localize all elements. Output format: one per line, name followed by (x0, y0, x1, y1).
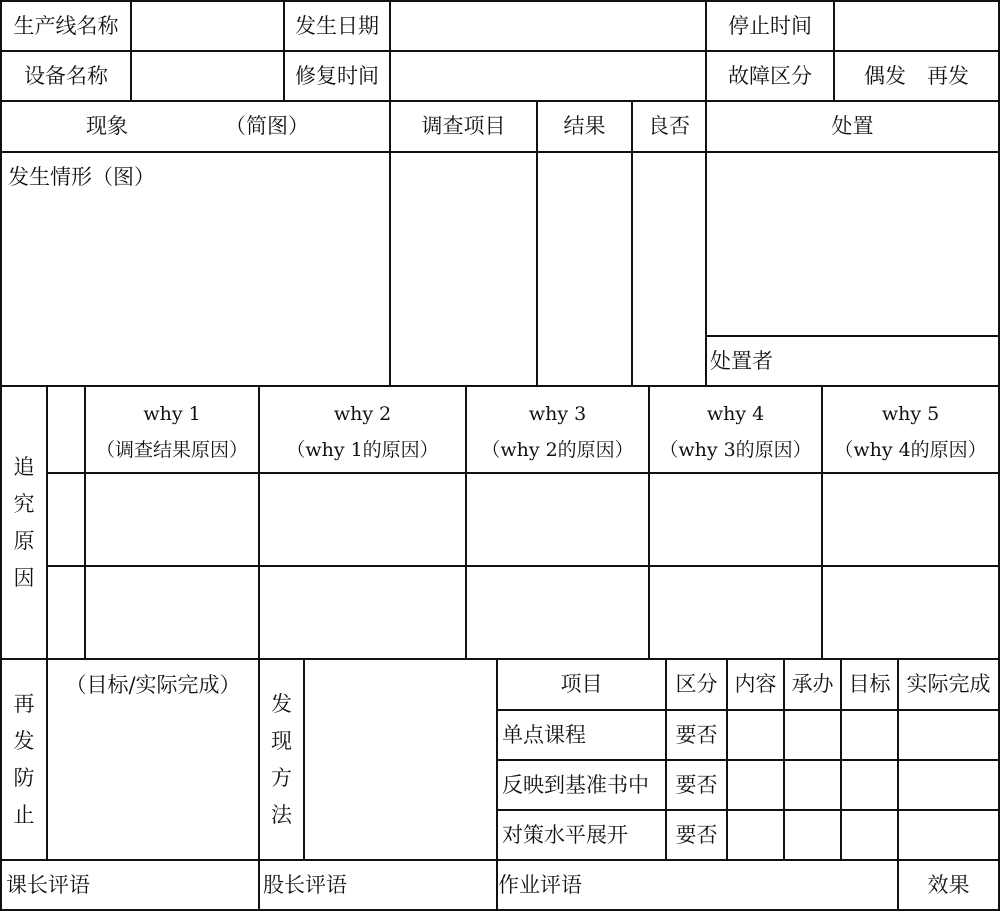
result-label: 结果 (563, 114, 606, 138)
why-4-answer-row-2[interactable] (650, 567, 821, 658)
result-field[interactable] (538, 153, 631, 385)
why-subtitle: （why 1的原因） (286, 439, 439, 461)
category-options[interactable]: 偶发 再发 (864, 63, 969, 88)
why-1-answer-row-1[interactable] (86, 474, 258, 565)
col-item-header: 项目 (560, 672, 603, 696)
col-owner-header: 承办 (791, 672, 834, 696)
method-char: 现 (271, 728, 292, 753)
why-5-answer-row-2[interactable] (823, 567, 998, 658)
line-name-field[interactable] (132, 2, 283, 50)
line-name-label: 生产线名称 (13, 13, 119, 38)
root-cause-char: 因 (13, 565, 35, 590)
root-cause-char: 究 (13, 491, 35, 516)
row-1-detail-cells[interactable] (728, 711, 998, 759)
why-3-header (467, 394, 648, 470)
row-3-detail-cells[interactable] (728, 811, 998, 859)
why-5-answer-row-1[interactable] (823, 474, 998, 565)
prevention-side-label (2, 660, 46, 859)
why-1-header (86, 394, 258, 470)
why-title: why 2 (333, 403, 392, 425)
method-char: 法 (271, 802, 292, 827)
effect-label: 效果 (927, 872, 970, 897)
discovery-method-label (260, 660, 303, 859)
root-cause-char: 原 (13, 528, 35, 553)
equipment-label: 设备名称 (24, 63, 108, 88)
situation-label: 发生情形（图） (8, 164, 155, 189)
discovery-method-field[interactable] (305, 660, 496, 859)
repair-time-label: 修复时间 (295, 63, 379, 88)
why-subtitle: （why 2的原因） (481, 439, 634, 461)
category-label: 故障区分 (728, 63, 812, 88)
judgement-field[interactable] (633, 153, 705, 385)
stop-time-label: 停止时间 (728, 13, 812, 38)
target-label: （目标/实际完成） (65, 672, 241, 697)
prevention-char: 再 (13, 691, 35, 716)
row-item-standard-doc: 反映到基准书中 (502, 772, 649, 797)
col-target-header: 目标 (848, 672, 891, 696)
prevention-char: 发 (13, 728, 35, 753)
investigation-label: 调查项目 (421, 114, 506, 138)
phenomenon-label: 现象 (86, 114, 128, 138)
root-cause-char: 追 (13, 454, 35, 479)
stop-time-field[interactable] (835, 2, 998, 50)
date-label: 发生日期 (295, 13, 379, 38)
row-item-horizontal-deploy: 对策水平展开 (502, 822, 628, 847)
why-2-answer-row-2[interactable] (260, 567, 465, 658)
rule (0, 385, 1000, 387)
row-category-yes-no[interactable]: 要否 (675, 772, 718, 797)
situation-sketch-area[interactable] (2, 196, 389, 385)
why-3-answer-row-1[interactable] (467, 474, 648, 565)
handler-label: 处置者 (710, 348, 773, 373)
rule (0, 909, 1000, 911)
why-2-answer-row-1[interactable] (260, 474, 465, 565)
row-item-one-point-lesson: 单点课程 (502, 722, 586, 747)
treatment-label: 处置 (831, 114, 874, 138)
team-chief-comment-label: 股长评语 (263, 872, 347, 897)
why-title: why 3 (528, 403, 587, 425)
why-title: why 1 (143, 403, 201, 425)
col-content-header: 内容 (734, 672, 777, 696)
section-chief-comment-label: 课长评语 (6, 872, 90, 897)
row-category-yes-no[interactable]: 要否 (675, 822, 718, 847)
method-char: 发 (271, 691, 292, 716)
why-title: why 5 (881, 403, 940, 425)
method-char: 方 (271, 765, 292, 790)
target-field[interactable] (48, 706, 258, 859)
why-4-answer-row-1[interactable] (650, 474, 821, 565)
why-title: why 4 (706, 403, 765, 425)
row-2-detail-cells[interactable] (728, 761, 998, 809)
col-category-header: 区分 (675, 672, 718, 696)
why-subtitle: （why 3的原因） (659, 439, 812, 461)
treatment-field[interactable] (707, 153, 998, 335)
judgement-label: 良否 (648, 114, 690, 138)
why-1-answer-row-2[interactable] (86, 567, 258, 658)
rule (46, 385, 48, 659)
work-comment-label: 作业评语 (498, 872, 582, 897)
repair-time-field[interactable] (391, 52, 705, 100)
investigation-field[interactable] (391, 153, 536, 385)
row-category-yes-no[interactable]: 要否 (675, 722, 718, 747)
root-cause-side-label (2, 387, 46, 658)
why-3-answer-row-2[interactable] (467, 567, 648, 658)
sketch-label: （简图） (225, 114, 309, 138)
why-subtitle: （调查结果原因） (95, 439, 248, 461)
why-4-header (650, 394, 821, 470)
why-2-header (260, 394, 465, 470)
prevention-char: 防 (13, 765, 35, 790)
why-5-header (823, 394, 998, 470)
prevention-char: 止 (13, 802, 35, 827)
col-actual-header: 实际完成 (906, 672, 991, 696)
date-field[interactable] (391, 2, 705, 50)
why-subtitle: （why 4的原因） (834, 439, 987, 461)
equipment-field[interactable] (132, 52, 283, 100)
